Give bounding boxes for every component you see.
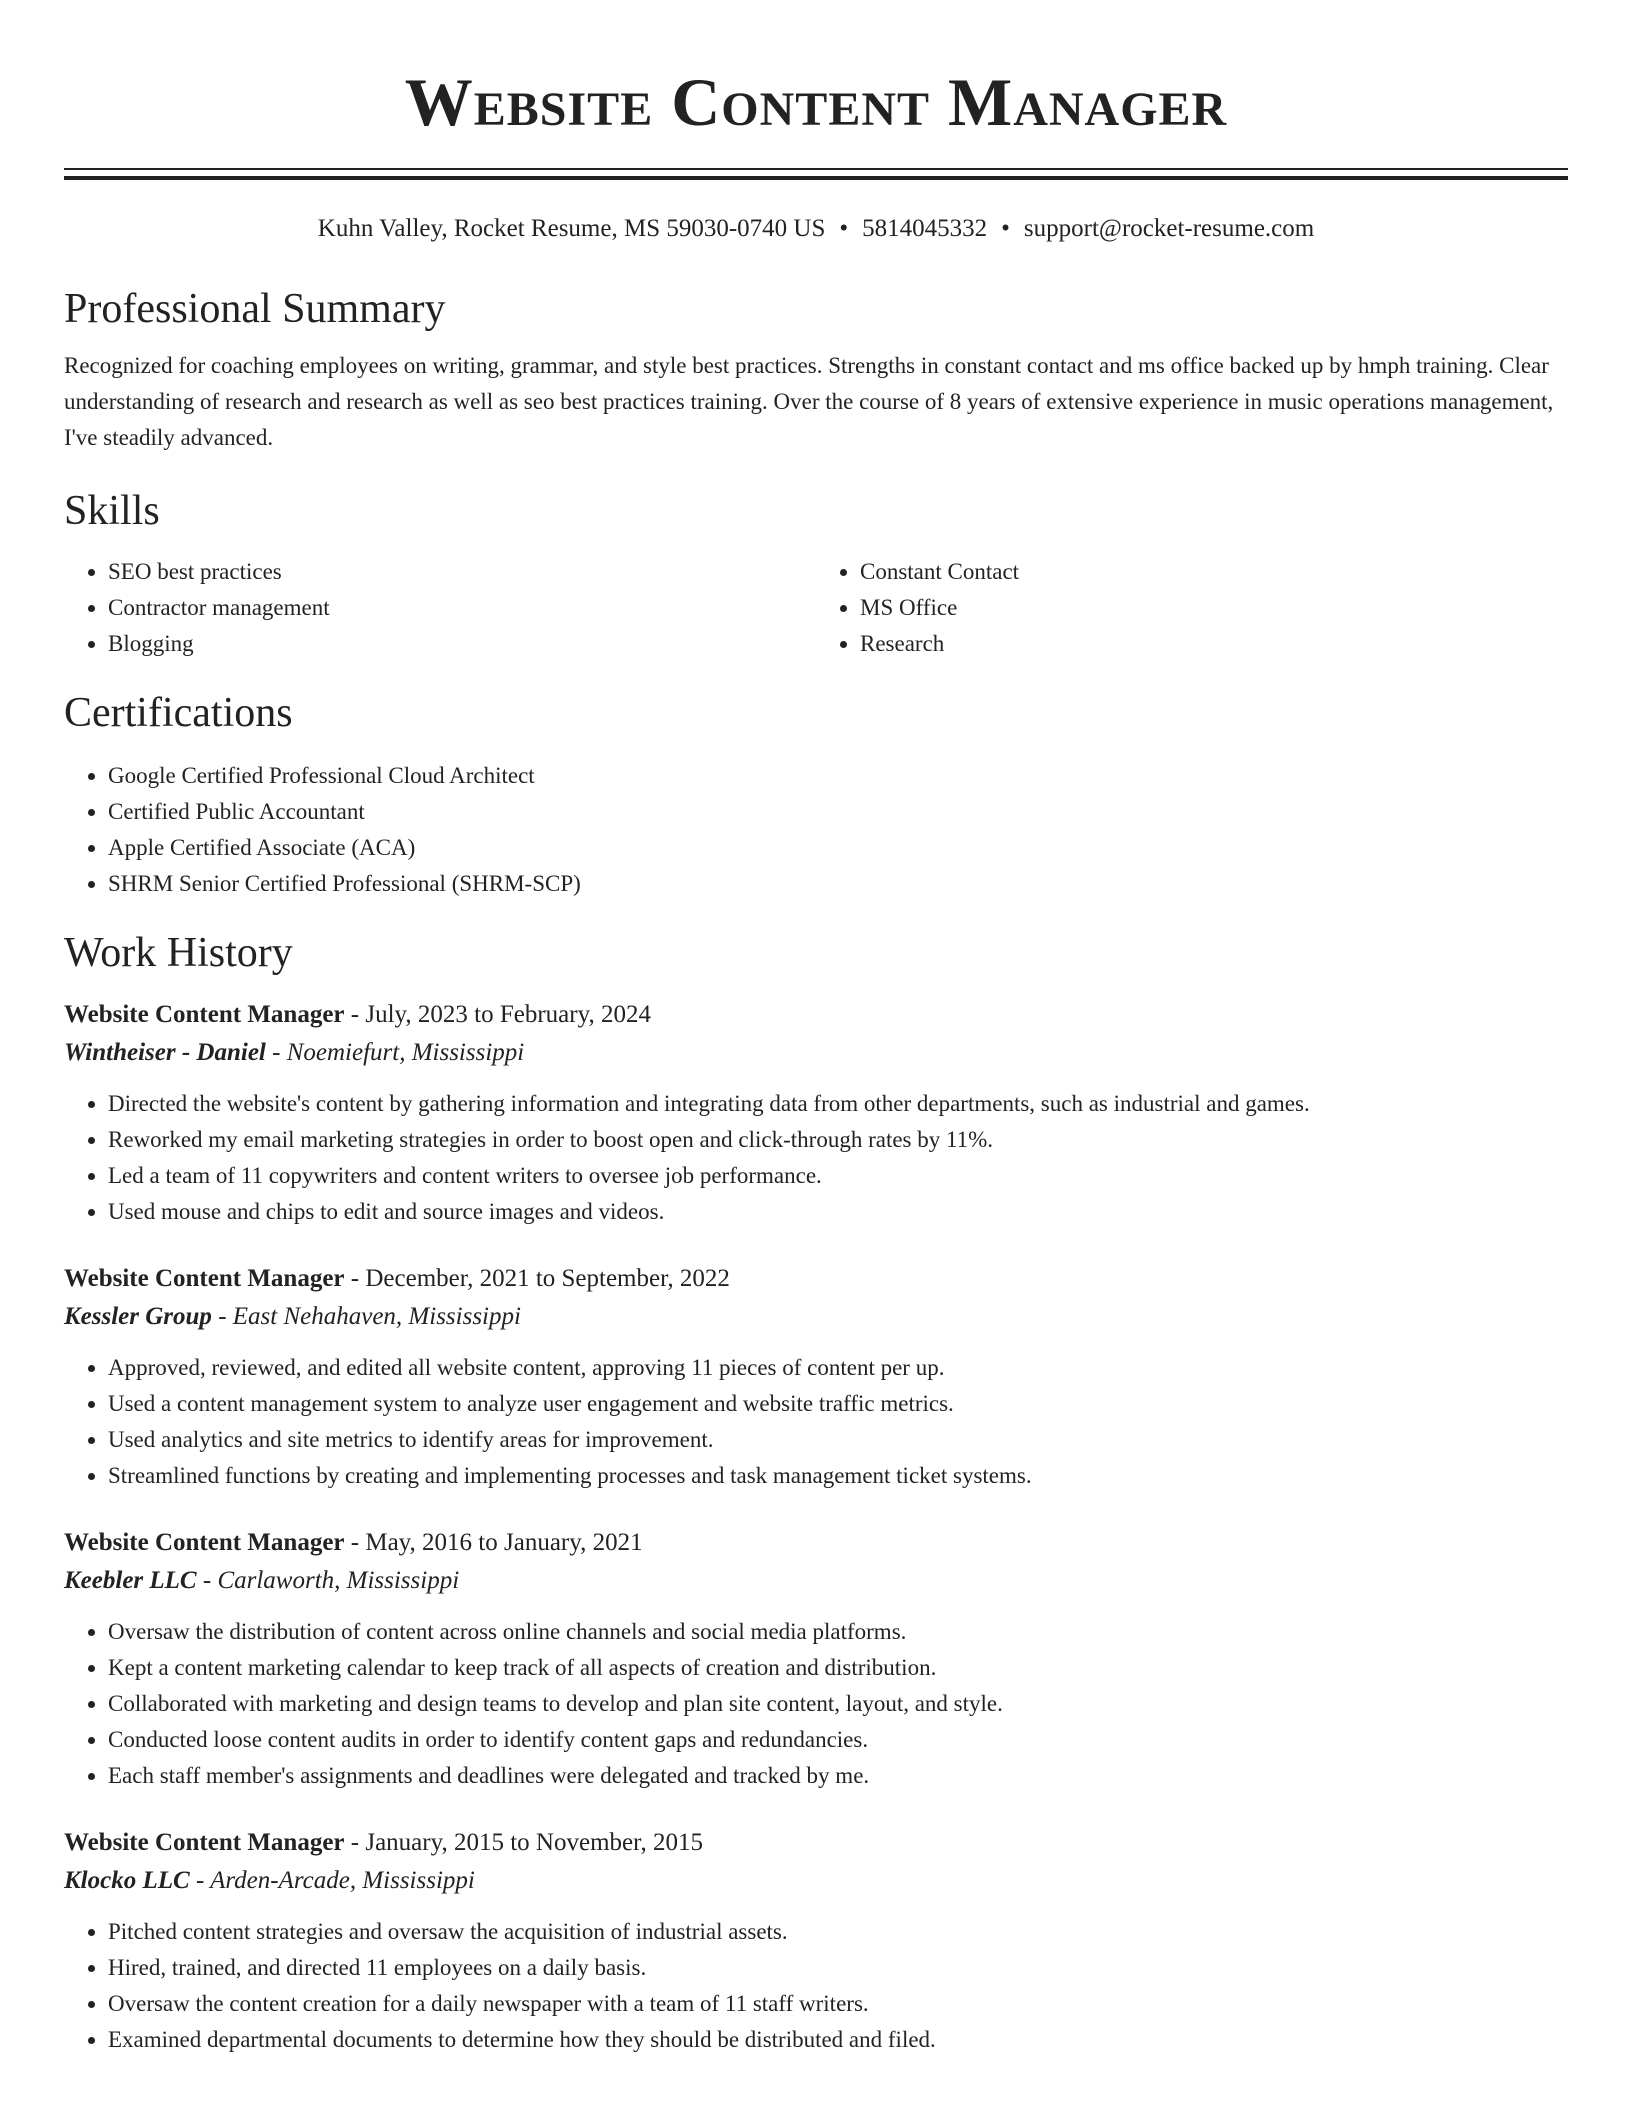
skills-columns <box>64 554 1568 662</box>
job-dash: - <box>211 1303 233 1330</box>
job-bullet: • Streamlined functions by creating and implementing processes and task management ticket systems. <box>108 1458 1568 1494</box>
job-dash: - <box>344 1001 366 1028</box>
job-entry <box>64 996 1568 1230</box>
resume-title: Website Content Manager <box>404 64 1228 140</box>
job-bullet: • Hired, trained, and directed 11 employees on a daily basis. <box>108 1950 1568 1986</box>
job-bullet: • Directed the website's content by gathering information and integrating data from other departments, such as industrial and games. <box>108 1086 1568 1122</box>
job-dash: - <box>344 1829 366 1856</box>
job-bullets <box>64 1350 1568 1494</box>
skill-item: • SEO best practices <box>108 554 816 590</box>
job-dash: - <box>344 1529 366 1556</box>
job-bullet: • Conducted loose content audits in order to identify content gaps and redundancies. <box>108 1722 1568 1758</box>
title-divider-thick <box>64 176 1568 180</box>
job-title-line <box>64 1824 1568 1862</box>
job-entry <box>64 1260 1568 1494</box>
job-dates: July, 2023 to February, 2024 <box>365 1001 651 1028</box>
job-bullet: • Examined departmental documents to determine how they should be distributed and filed. <box>108 2022 1568 2058</box>
contact-phone: 5814045332 <box>862 215 988 242</box>
job-bullet: • Kept a content marketing calendar to keep track of all aspects of creation and distribution. <box>108 1650 1568 1686</box>
job-bullets <box>64 1614 1568 1794</box>
job-location: Noemiefurt, Mississippi <box>286 1039 525 1066</box>
job-bullets <box>64 1914 1568 2058</box>
job-title: Website Content Manager <box>64 1001 345 1028</box>
contact-separator: • <box>1001 215 1010 242</box>
job-company: Keebler LLC <box>64 1567 197 1594</box>
job-company-line <box>64 1862 1568 1900</box>
summary-text: Recognized for coaching employees on writing, grammar, and style best practices. Strengths in constant contact and ms office backed up by hmph training. Clear understanding of research and research as well as seo best practices training. Over the course of 8 years of extensive experience in music operations management, I've steadily advanced. <box>64 353 1554 450</box>
contact-separator: • <box>839 215 849 242</box>
job-bullet: • Led a team of 11 copywriters and content writers to oversee job performance. <box>108 1158 1568 1194</box>
job-dates: December, 2021 to September, 2022 <box>365 1265 730 1292</box>
job-dash: - <box>344 1265 366 1292</box>
certifications-list <box>64 758 1568 902</box>
job-bullet: • Approved, reviewed, and edited all website content, approving 11 pieces of content per up. <box>108 1350 1568 1386</box>
certification-item: • Google Certified Professional Cloud Architect <box>108 758 1568 794</box>
job-bullet: • Used mouse and chips to edit and source images and videos. <box>108 1194 1568 1230</box>
skill-item: • Blogging <box>108 626 816 662</box>
job-entry <box>64 1824 1568 2058</box>
job-bullet: • Pitched content strategies and oversaw the acquisition of industrial assets. <box>108 1914 1568 1950</box>
job-bullet: • Used a content management system to analyze user engagement and website traffic metrics. <box>108 1386 1568 1422</box>
certification-item: • Apple Certified Associate (ACA) <box>108 830 1568 866</box>
job-bullet: • Oversaw the content creation for a daily newspaper with a team of 11 staff writers. <box>108 1986 1568 2022</box>
contact-address: Kuhn Valley, Rocket Resume, MS 59030-0740 US <box>317 215 826 242</box>
job-company-line <box>64 1562 1568 1600</box>
skills-heading: Skills <box>64 488 160 534</box>
job-bullet: • Reworked my email marketing strategies in order to boost open and click-through rates by 11%. <box>108 1122 1568 1158</box>
job-location: Arden-Arcade, Mississippi <box>210 1867 475 1894</box>
certification-item: • SHRM Senior Certified Professional (SHRM-SCP) <box>108 866 1568 902</box>
resume-page <box>64 0 1568 2058</box>
job-bullets <box>64 1086 1568 1230</box>
job-location: Carlaworth, Mississippi <box>217 1567 460 1594</box>
contact-email: support@rocket-resume.com <box>1023 215 1315 242</box>
job-dates: May, 2016 to January, 2021 <box>365 1529 643 1556</box>
job-dates: January, 2015 to November, 2015 <box>365 1829 703 1856</box>
job-bullet: • Oversaw the distribution of content across online channels and social media platforms. <box>108 1614 1568 1650</box>
job-title-line <box>64 1524 1568 1562</box>
job-entry <box>64 1524 1568 1794</box>
summary-heading: Professional Summary <box>64 286 446 332</box>
certification-item: • Certified Public Accountant <box>108 794 1568 830</box>
job-title: Website Content Manager <box>64 1265 345 1292</box>
job-company: Wintheiser - Daniel <box>64 1039 266 1066</box>
job-company-line <box>64 1034 1568 1072</box>
skill-item: • Research <box>860 626 1568 662</box>
contact-line <box>64 214 1568 244</box>
certifications-heading: Certifications <box>64 690 293 736</box>
work-history-heading: Work History <box>64 930 293 976</box>
skills-list-left <box>64 554 816 662</box>
job-title-line <box>64 996 1568 1034</box>
skill-item: • Contractor management <box>108 590 816 626</box>
skill-item: • MS Office <box>860 590 1568 626</box>
job-dash: - <box>265 1039 287 1066</box>
title-divider-thin <box>64 168 1568 170</box>
job-dash: - <box>196 1567 218 1594</box>
job-title: Website Content Manager <box>64 1529 345 1556</box>
job-bullet: • Each staff member's assignments and deadlines were delegated and tracked by me. <box>108 1758 1568 1794</box>
job-dash: - <box>189 1867 211 1894</box>
job-bullet: • Collaborated with marketing and design teams to develop and plan site content, layout, and style. <box>108 1686 1568 1722</box>
job-company: Klocko LLC <box>64 1867 190 1894</box>
job-company-line <box>64 1298 1568 1336</box>
job-location: East Nehahaven, Mississippi <box>232 1303 521 1330</box>
job-bullet: • Used analytics and site metrics to identify areas for improvement. <box>108 1422 1568 1458</box>
skill-item: • Constant Contact <box>860 554 1568 590</box>
skills-list-right <box>816 554 1568 662</box>
job-title-line <box>64 1260 1568 1298</box>
job-title: Website Content Manager <box>64 1829 345 1856</box>
job-company: Kessler Group <box>64 1303 212 1330</box>
